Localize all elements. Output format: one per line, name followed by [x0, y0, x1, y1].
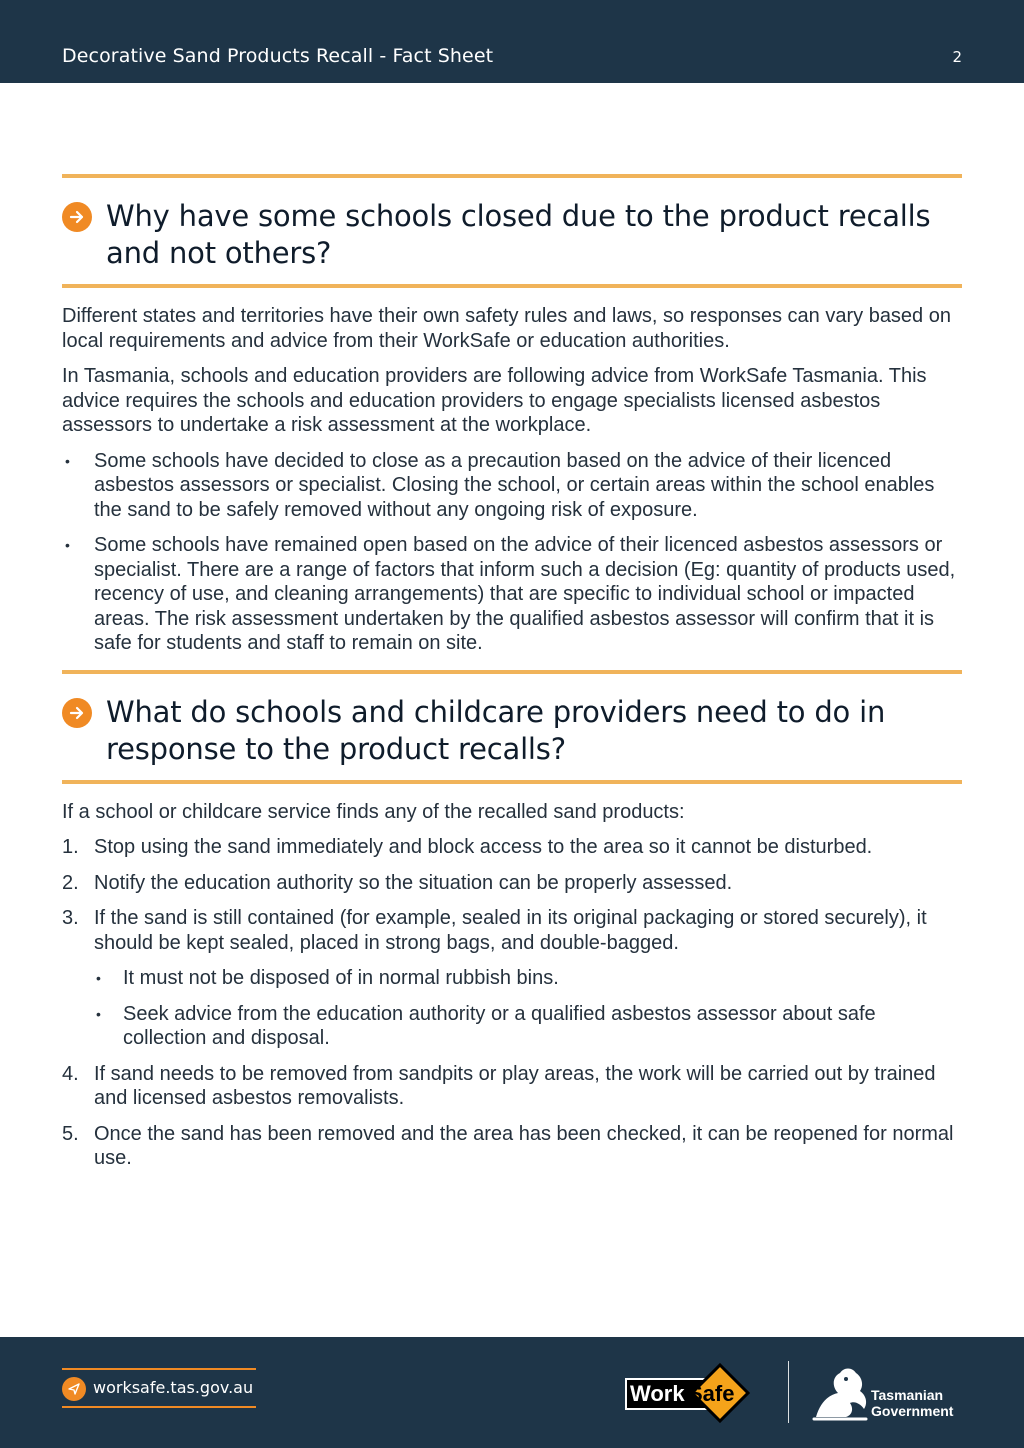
footer-rule	[62, 1406, 256, 1408]
bullet-icon: •	[65, 537, 70, 553]
worksafe-logo	[622, 1357, 762, 1427]
list-item	[62, 1062, 962, 1111]
page-header	[0, 0, 1024, 83]
list-item	[62, 533, 962, 656]
paragraph: If a school or childcare service finds any of the recalled sand products:	[62, 800, 685, 823]
wordmark-line: Tasmanian	[871, 1387, 944, 1403]
list-item	[62, 906, 962, 1051]
list-item-text: If the sand is still contained (for example, sealed in its original packaging or stored securely), it should be kept sealed, placed in strong bags, and double-bagged.	[94, 907, 927, 954]
section-heading	[62, 178, 962, 284]
section-title: Why have some schools closed due to the product recalls and not others?	[106, 199, 931, 270]
worksafe-logo-text-work: Work	[630, 1381, 685, 1406]
logo-divider	[788, 1361, 789, 1423]
arrow-right-icon	[62, 202, 92, 232]
list-item	[62, 835, 962, 860]
main-content	[62, 174, 962, 1182]
bullet-list	[62, 449, 962, 656]
list-item-text: Once the sand has been removed and the area has been checked, it can be reopened for normal use.	[94, 1122, 954, 1169]
paragraph: Different states and territories have their own safety rules and laws, so responses can vary based on local requirements and advice from their WorkSafe or education authorities.	[62, 305, 951, 352]
list-item	[62, 871, 962, 896]
list-item-text: It must not be disposed of in normal rubbish bins.	[123, 967, 559, 989]
list-number: 2.	[62, 871, 79, 894]
page-number: 2	[952, 48, 962, 66]
arrow-right-icon	[62, 698, 92, 728]
list-item	[62, 1122, 962, 1171]
list-number: 3.	[62, 907, 79, 929]
sub-bullet-list	[94, 966, 962, 1051]
list-number: 1.	[62, 836, 79, 858]
section-bottom-rule	[62, 284, 962, 288]
list-item	[94, 966, 962, 991]
list-item-text: Notify the education authority so the situation can be properly assessed.	[94, 871, 733, 894]
bullet-icon: •	[65, 452, 70, 469]
section-title: What do schools and childcare providers need to do in response to the product recalls?	[106, 694, 886, 766]
paragraph: In Tasmania, schools and education providers are following advice from WorkSafe Tasmania. This advice requires the schools and education providers to engage specialists licensed asbestos assessors to undertake a risk assessment at the workplace.	[62, 365, 927, 436]
bullet-icon: •	[96, 970, 101, 986]
worksafe-logo-text-safe: Safe	[688, 1381, 735, 1406]
page-footer	[0, 1337, 1024, 1448]
list-number: 5.	[62, 1122, 79, 1145]
section-1	[62, 174, 962, 656]
list-item-text: Stop using the sand immediately and block access to the area so it cannot be disturbed.	[94, 836, 873, 858]
website-link[interactable]: worksafe.tas.gov.au	[93, 1378, 254, 1397]
list-item-text: Some schools have decided to close as a precaution based on the advice of their licenced asbestos assessors or specialist. Closing the school, or certain areas within the school enables the sand to be safely removed without any ongoing risk of exposure.	[94, 449, 935, 521]
wordmark-line: Government	[871, 1403, 954, 1419]
send-icon	[62, 1377, 86, 1401]
list-item-text: Some schools have remained open based on the advice of their licenced asbestos assessors or specialist. There are a range of factors that inform such a decision (Eg: quantity of products used, recency of use, and cleaning arrangements) that are specific to individual school or impacted areas. The risk assessment undertaken by the qualified asbestos assessor will confirm that it is safe for students and staff to remain on site.	[94, 534, 956, 654]
bullet-icon: •	[96, 1005, 101, 1022]
list-number: 4.	[62, 1062, 79, 1085]
tasmanian-government-wordmark	[871, 1387, 953, 1419]
section-2	[62, 670, 962, 1171]
section-heading	[62, 674, 962, 780]
list-item	[94, 1002, 962, 1051]
footer-rule	[62, 1368, 256, 1370]
list-item-text: Seek advice from the education authority or a qualified asbestos assessor about safe collection and disposal.	[123, 1002, 876, 1049]
tasmanian-devil-icon	[810, 1359, 870, 1425]
numbered-list	[62, 835, 962, 1171]
list-item-text: If sand needs to be removed from sandpits or play areas, the work will be carried out by trained and licensed asbestos removalists.	[94, 1062, 936, 1109]
section-bottom-rule	[62, 780, 962, 784]
document-title: Decorative Sand Products Recall - Fact Sheet	[62, 45, 494, 67]
list-item	[62, 449, 962, 523]
